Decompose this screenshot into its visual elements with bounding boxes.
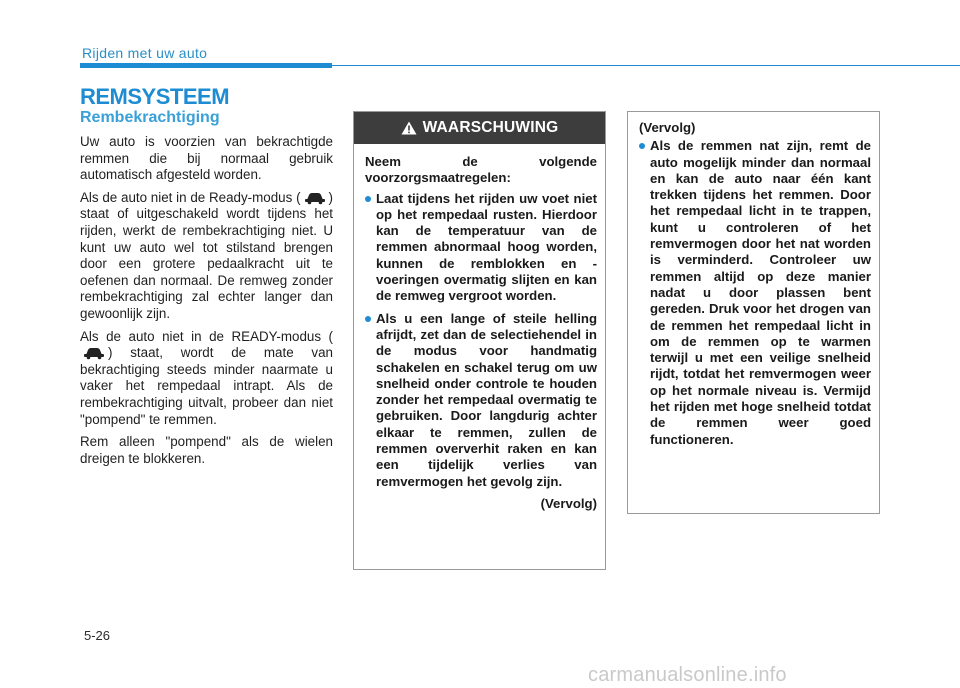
paragraph-ready-mode-assist bbox=[80, 329, 333, 429]
watermark: carmanualsonline.info bbox=[588, 664, 787, 686]
list-item-text: Als de remmen nat zijn, remt de auto mogelijk minder dan normaal en kan de auto naar één kant trekken tijdens het remmen. Door het rempedaal licht in te trappen, kunt u controleren of het remvermogen door het nat worden is verminderd. Controleer uw remmen altijd op deze manier nadat u door plassen bent gereden. Druk voor het drogen van de remmen het rempedaal licht in om de remmen op te warmen terwijl u met een veilige snelheid rijdt, totdat het remvermogen weer op het normale niveau is. Vermijd het rijden met hoge snelheid totdat de remmen weer goed functioneren. bbox=[650, 138, 871, 447]
warning-intro: Neem de volgende voorzorgsmaatregelen: bbox=[365, 154, 597, 186]
warning-box bbox=[353, 111, 606, 570]
header-rule-thick bbox=[80, 63, 332, 68]
paragraph-ready-mode-off bbox=[80, 190, 333, 323]
warning-title: WAARSCHUWING bbox=[422, 119, 559, 136]
paragraph-text: ) staat, wordt de mate van bekrachtiging steeds minder naarmate u vaker het rempedaal intrapt. Als de rembekrachtiging uitvalt, probeer dan niet "pompend" te remmen. bbox=[80, 345, 333, 427]
bullet-dot bbox=[365, 196, 371, 202]
bullet-dot bbox=[365, 316, 371, 322]
warning-header bbox=[354, 112, 605, 144]
paragraph-text: Als de auto niet in de Ready-modus ( bbox=[80, 189, 301, 205]
car-ready-icon bbox=[82, 345, 106, 360]
list-item-text: Als u een lange of steile helling afrijdt, zet dan de selectiehendel in de modus voor handmatig schakelen en schakel terug om uw snelheid onder controle te houden zonder het rempedaal overmatig te gebruiken. Door langdurig achter elkaar te remmen, zullen de remmen oververhit raken en kan een tijdelijk verlies van remvermogen het gevolg zijn. bbox=[376, 310, 597, 489]
car-ready-icon bbox=[303, 190, 327, 205]
subheading: Rembekrachtiging bbox=[80, 109, 220, 126]
continued-label: (Vervolg) bbox=[540, 495, 597, 511]
continuation-label: (Vervolg) bbox=[639, 120, 696, 135]
bullet-dot bbox=[639, 143, 645, 149]
page-number: 5-26 bbox=[84, 628, 111, 643]
list-item bbox=[639, 138, 871, 448]
paragraph-pumping: Rem alleen "pompend" als de wielen dreigen te blokkeren. bbox=[80, 434, 333, 466]
list-item bbox=[365, 191, 597, 305]
warning-triangle-icon bbox=[401, 121, 417, 135]
list-item-text: Laat tijdens het rijden uw voet niet op het rempedaal rusten. Hierdoor kan de temperatuur van de remmen abnormaal hoog worden, kunnen de remblokken en -voeringen overmatig slijten en kan de remweg vergroot worden. bbox=[376, 190, 597, 304]
list-item bbox=[365, 311, 597, 490]
chapter-heading: REMSYSTEEM bbox=[80, 84, 230, 109]
section-title: Rijden met uw auto bbox=[82, 45, 208, 61]
continuation-body bbox=[628, 112, 879, 448]
paragraph-text: Als de auto niet in de READY-modus ( bbox=[80, 328, 333, 344]
paragraph-intro: Uw auto is voorzien van bekrachtigde remmen die bij normaal gebruik automatisch afgesteld worden. bbox=[80, 134, 333, 183]
continuation-box bbox=[627, 111, 880, 514]
left-column bbox=[80, 134, 333, 473]
header-rule-thin bbox=[332, 65, 960, 66]
warning-body bbox=[354, 144, 605, 512]
paragraph-text: ) staat of uitgeschakeld wordt tijdens het rijden, werkt de rembekrachtiging niet. U kunt uw auto wel tot stilstand brengen door een grotere pedaalkracht uit te oefenen dan normaal. De remweg zonder rembekrachtiging zal echter langer dan gewoonlijk zijn. bbox=[80, 189, 333, 321]
